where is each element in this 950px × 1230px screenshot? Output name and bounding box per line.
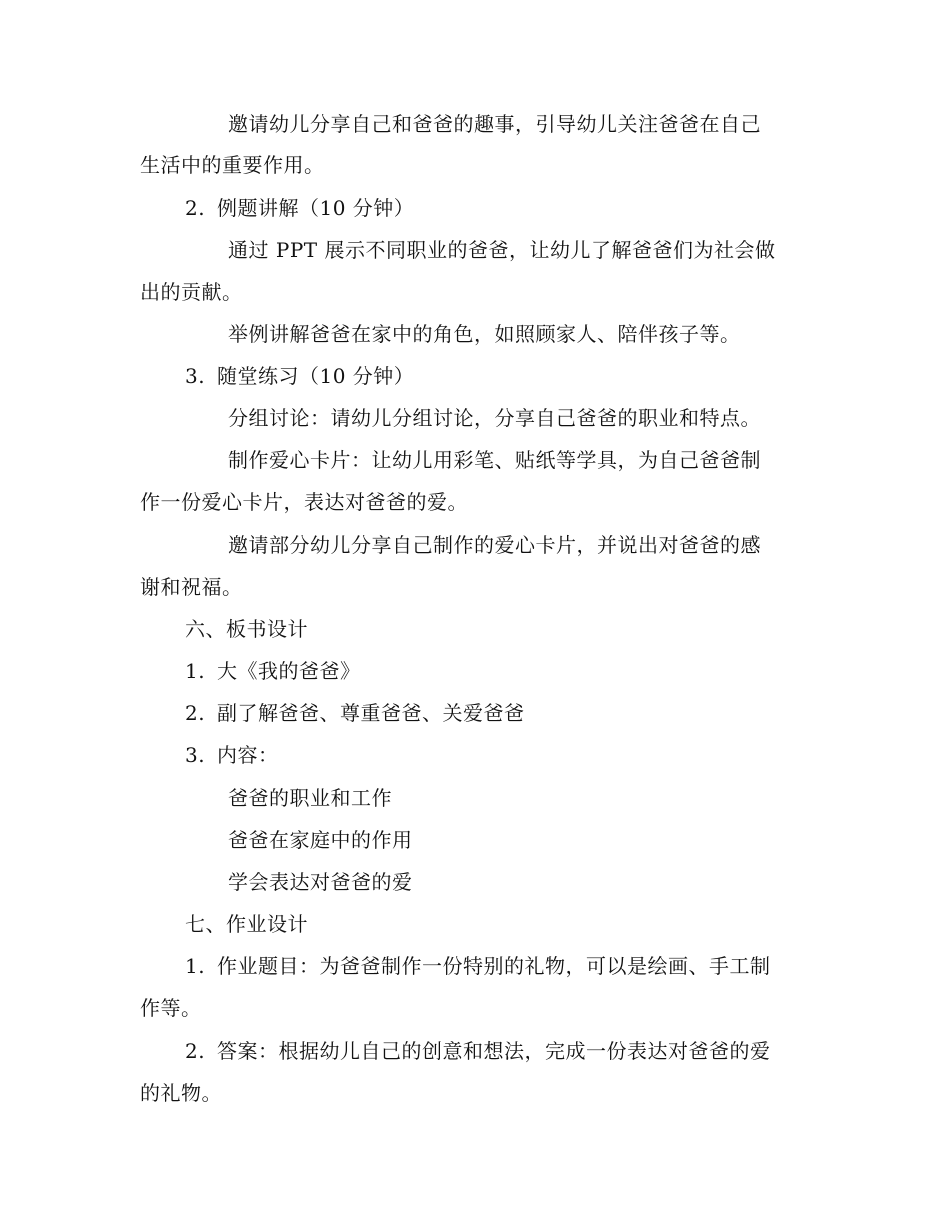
text: 出的贡献。 [140, 280, 243, 304]
item-text: 内容： [217, 743, 279, 767]
section-heading [185, 910, 308, 938]
numbered-heading [185, 194, 414, 222]
text: 生活中的重要作用。 [140, 153, 325, 177]
paragraph-line [140, 151, 325, 179]
list-number: 1. [185, 954, 206, 978]
list-item [185, 741, 279, 769]
text: 谢和祝福。 [140, 575, 243, 599]
paragraph-line [228, 404, 761, 432]
list-number: 3. [185, 364, 206, 388]
text: 举例讲解爸爸在家中的角色，如照顾家人、陪伴孩子等。 [228, 322, 741, 346]
item-text: 副了解爸爸、尊重爸爸、关爱爸爸 [217, 701, 525, 725]
paragraph-line [140, 488, 468, 516]
text: 邀请部分幼儿分享自己制作的爱心卡片，并说出对爸爸的感 [228, 533, 761, 557]
list-item [185, 699, 525, 727]
text: 的礼物。 [140, 1081, 222, 1105]
section-heading [185, 615, 308, 643]
list-item [185, 657, 361, 685]
list-number: 2. [185, 701, 206, 725]
paragraph-line [140, 1079, 222, 1107]
text: 邀请幼儿分享自己和爸爸的趣事，引导幼儿关注爸爸在自己 [228, 112, 761, 136]
paragraph-line [228, 531, 761, 559]
paragraph-line [228, 110, 761, 138]
list-item [185, 952, 771, 980]
list-number: 1. [185, 659, 206, 683]
heading-text: 七、作业设计 [185, 912, 308, 936]
numbered-heading [185, 362, 414, 390]
paragraph-line [228, 236, 775, 264]
text: 爸爸的职业和工作 [228, 786, 392, 810]
item-text: 大《我的爸爸》 [217, 659, 361, 683]
item-text: 作业题目：为爸爸制作一份特别的礼物，可以是绘画、手工制 [217, 954, 771, 978]
paragraph-line [140, 994, 202, 1022]
list-item [185, 1037, 771, 1065]
heading-text: 例题讲解（10 分钟） [217, 196, 415, 220]
text: 制作爱心卡片：让幼儿用彩笔、贴纸等学具，为自己爸爸制 [228, 448, 761, 472]
text: 作一份爱心卡片，表达对爸爸的爱。 [140, 490, 468, 514]
text: 分组讨论：请幼儿分组讨论，分享自己爸爸的职业和特点。 [228, 406, 761, 430]
heading-text: 六、板书设计 [185, 617, 308, 641]
list-number: 2. [185, 1039, 206, 1063]
text: 作等。 [140, 996, 202, 1020]
paragraph-line [228, 446, 761, 474]
sub-item [228, 868, 413, 896]
list-number: 2. [185, 196, 206, 220]
list-number: 3. [185, 743, 206, 767]
sub-item [228, 784, 392, 812]
text: 爸爸在家庭中的作用 [228, 828, 413, 852]
heading-text: 随堂练习（10 分钟） [217, 364, 415, 388]
item-text: 答案：根据幼儿自己的创意和想法，完成一份表达对爸爸的爱 [217, 1039, 771, 1063]
text: 学会表达对爸爸的爱 [228, 870, 413, 894]
text: 通过 PPT 展示不同职业的爸爸，让幼儿了解爸爸们为社会做 [228, 238, 776, 262]
paragraph-line [140, 573, 243, 601]
sub-item [228, 826, 413, 854]
paragraph-line [228, 320, 741, 348]
paragraph-line [140, 278, 243, 306]
